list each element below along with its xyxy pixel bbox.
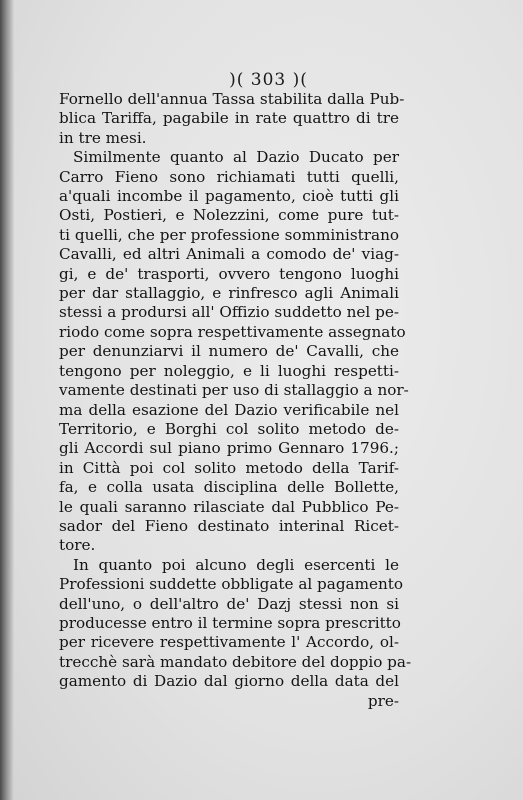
text-line: riodo come sopra respettivamente assegnato	[59, 322, 406, 341]
text-line: a'quali incombe il pagamento, cioè tutti gli	[59, 187, 399, 206]
paragraph	[59, 90, 405, 148]
text-line: tengono per noleggio, e li luoghi respetti-	[59, 361, 399, 380]
text-line: trecchè sarà mandato debitore del doppio pa-	[59, 652, 412, 671]
text-line: gamento di Dazio dal giorno della data del	[59, 672, 399, 691]
text-line: in tre mesi.	[59, 128, 147, 147]
paper-sheet	[14, 0, 523, 800]
text-line: blica Tariffa, pagabile in rate quattro di tre	[59, 109, 399, 128]
text-line: stessi a prodursi all' Offizio suddetto nel pe-	[59, 303, 399, 322]
text-line: Carro Fieno sono richiamati tutti quelli,	[59, 167, 399, 186]
text-line: gli Accordi sul piano primo Gennaro 1796.;	[59, 439, 399, 458]
catchword: pre-	[367, 691, 399, 710]
paragraph	[59, 148, 409, 556]
text-line: sador del Fieno destinato interinal Ricet-	[59, 516, 399, 535]
text-line: producesse entro il termine sopra prescritto	[59, 613, 401, 632]
text-line: gi, e de' trasporti, ovvero tengono luoghi	[59, 264, 399, 283]
text-line: Professioni suddette obbligate al pagamento	[59, 575, 404, 594]
text-line: vamente destinati per uso di stallaggio a nor-	[59, 381, 409, 400]
text-line: fa, e colla usata disciplina delle Bollette,	[59, 478, 399, 497]
text-line: Cavalli, ed altri Animali a comodo de' viag-	[59, 245, 399, 264]
paragraph	[59, 555, 412, 692]
text-line: per denunziarvi il numero de' Cavalli, che	[59, 342, 399, 361]
text-line: tore.	[59, 536, 96, 555]
text-line: per dar stallaggio, e rinfresco agli Animali	[59, 284, 399, 303]
body-text	[59, 90, 412, 711]
text-line: dell'uno, o dell'altro de' Dazj stessi non si	[59, 594, 399, 613]
text-line: Osti, Postieri, e Nolezzini, come pure tut-	[59, 206, 399, 225]
text-line: in Città poi col solito metodo della Tarif-	[59, 458, 399, 477]
text-line: Territorio, e Borghi col solito metodo de-	[59, 419, 399, 438]
text-line: per ricevere respettivamente l' Accordo, ol-	[59, 633, 399, 652]
text-line: Fornello dell'annua Tassa stabilita dalla Pub-	[59, 90, 405, 108]
text-line: ti quelli, che per professione somministrano	[59, 225, 399, 244]
text-line: In quanto poi alcuno degli esercenti le	[73, 555, 399, 574]
text-line: le quali saranno rilasciate dal Pubblico Pe-	[59, 497, 399, 516]
text-line: Similmente quanto al Dazio Ducato per	[73, 148, 399, 167]
page-number: )( 303 )(	[229, 70, 308, 90]
text-line: ma della esazione del Dazio verificabile nel	[59, 400, 399, 419]
